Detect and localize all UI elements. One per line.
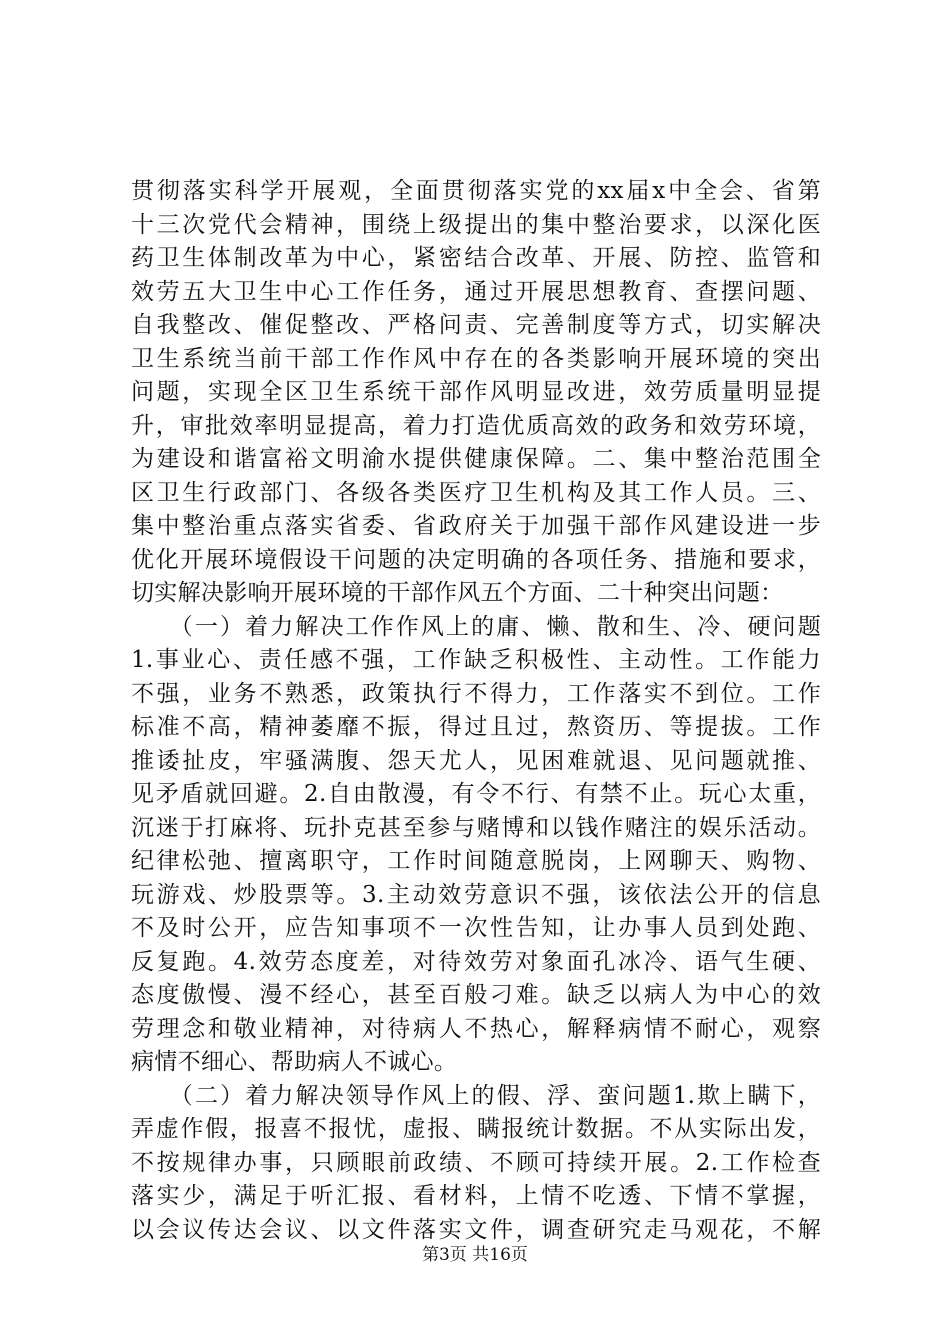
text-line: 纪律松弛、擅离职守，工作时间随意脱岗，上网聊天、购物、 (131, 848, 821, 874)
text-line: 落实少，满足于听汇报、看材料，上情不吃透、下情不掌握， (131, 1183, 821, 1209)
document-body (131, 175, 821, 1247)
paragraph (131, 175, 821, 611)
text-line: 1.事业心、责任感不强，工作缺乏积极性、主动性。工作能力 (131, 647, 821, 673)
text-line: 为建设和谐富裕文明渝水提供健康保障。二、集中整治范围全 (131, 446, 821, 472)
text-line: 不按规律办事，只顾眼前政绩、不顾可持续开展。2.工作检查 (131, 1149, 821, 1176)
paragraph (131, 1080, 821, 1248)
text-line: 卫生系统当前干部工作作风中存在的各类影响开展环境的突出 (131, 345, 821, 372)
text-line: 不及时公开，应告知事项不一次性告知，让办事人员到处跑、 (131, 915, 821, 941)
text-line: 十三次党代会精神，围绕上级提出的集中整治要求，以深化医 (131, 211, 821, 238)
text-line: 效劳五大卫生中心工作任务，通过开展思想教育、查摆问题、 (131, 278, 821, 305)
text-line: 推诿扯皮，牢骚满腹、怨天尤人，见困难就退、见问题就推、 (131, 747, 821, 774)
text-line: 集中整治重点落实省委、省政府关于加强干部作风建设进一步 (131, 513, 821, 539)
text-line: 态度傲慢、漫不经心，甚至百般刁难。缺乏以病人为中心的效 (131, 982, 821, 1008)
text-line: 升，审批效率明显提高，着力打造优质高效的政务和效劳环境， (131, 412, 821, 439)
text-line: 区卫生行政部门、各级各类医疗卫生机构及其工作人员。三、 (131, 479, 821, 506)
text-line: 见矛盾就回避。2.自由散漫，有令不行、有禁不止。玩心太重， (131, 781, 821, 807)
text-line: 弄虚作假，报喜不报忧，虚报、瞒报统计数据。不从实际出发， (131, 1116, 821, 1142)
text-line: 切实解决影响开展环境的干部作风五个方面、二十种突出问题： (131, 580, 784, 606)
text-line: 优化开展环境假设干问题的决定明确的各项任务、措施和要求， (131, 546, 821, 573)
text-line: 问题，实现全区卫生系统干部作风明显改进，效劳质量明显提 (131, 379, 821, 405)
text-line: 玩游戏、炒股票等。3.主动效劳意识不强，该依法公开的信息 (131, 881, 821, 908)
text-line: 病情不细心、帮助病人不诚心。 (131, 1049, 458, 1075)
text-line: （二）着力解决领导作风上的假、浮、蛮问题1.欺上瞒下， (131, 1082, 821, 1109)
text-line: 劳理念和敬业精神，对待病人不热心，解释病情不耐心，观察 (131, 1015, 821, 1042)
text-line: （一）着力解决工作作风上的庸、懒、散和生、冷、硬问题 (131, 613, 821, 640)
text-line: 沉迷于打麻将、玩扑克甚至参与赌博和以钱作赌注的娱乐活动。 (131, 814, 821, 841)
text-line: 药卫生体制改革为中心，紧密结合改革、开展、防控、监管和 (131, 245, 821, 271)
paragraph (131, 611, 821, 1080)
text-line: 以会议传达会议、以文件落实文件，调查研究走马观花，不解 (131, 1216, 821, 1243)
page-footer: 第3页 共16页 (422, 1245, 528, 1265)
text-line: 不强，业务不熟悉，政策执行不得力，工作落实不到位。工作 (131, 680, 821, 707)
text-line: 反复跑。4.效劳态度差，对待效劳对象面孔冰冷、语气生硬、 (131, 948, 821, 975)
text-line: 自我整改、催促整改、严格问责、完善制度等方式，切实解决 (131, 312, 821, 338)
text-line: 标准不高，精神萎靡不振，得过且过，熬资历、等提拔。工作 (131, 714, 821, 740)
text-line: 贯彻落实科学开展观，全面贯彻落实党的xx届x中全会、省第 (131, 178, 821, 204)
